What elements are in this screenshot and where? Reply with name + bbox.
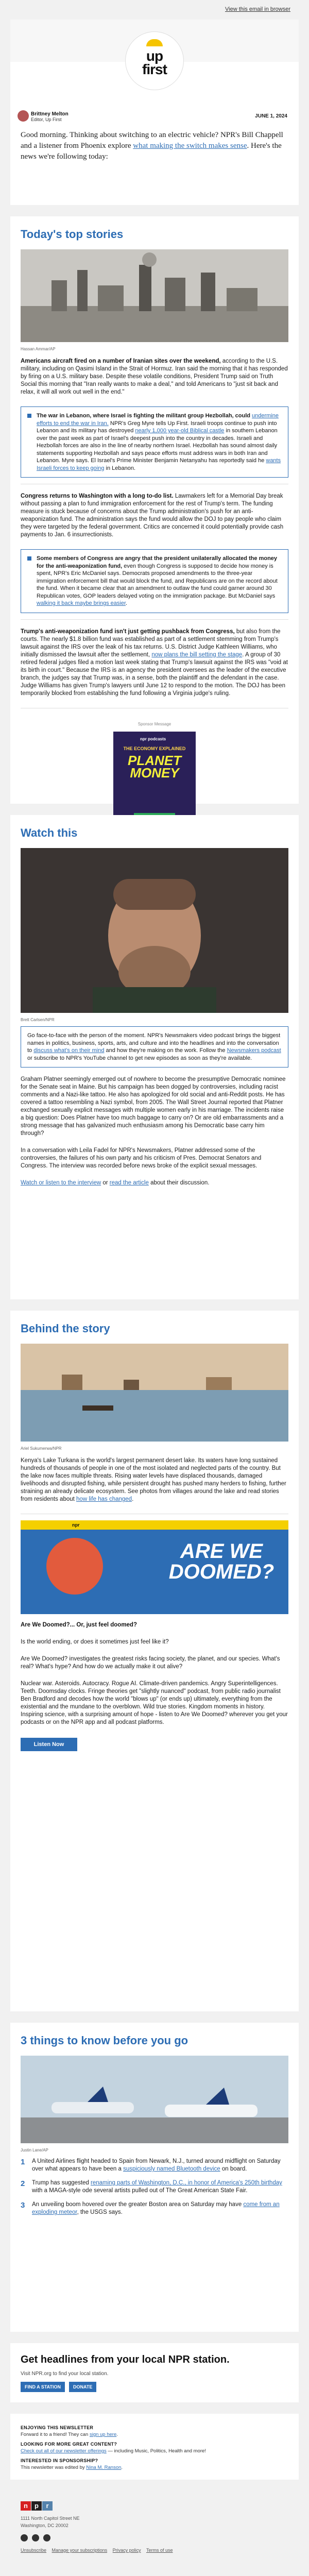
section-heading: 3 things to know before you go xyxy=(21,2034,188,2047)
callout-1: The war in Lebanon, where Israel is fighting the militant group Hezbollah, could undermine efforts to end the war in Iran. NPR's Greg Myre tells Up First. Israeli troops continue to push into Lebanon and its military has destroyed nearly 1,000 year-old Biblical castle in southern Lebanon over the past week as part of Israel's deepest push into the country in decades. Israeli and Hezbollah forces are also in the line of nearby northern Israel. Hezbollah has sound almost daily statements supporting Hezbollah and says peace efforts must address wars in both Iran and Lebanon. Myre says. El Israel's Prime Minister Benjamin Netanyahu has reportedly said he wants Israeli forces to keep going in Lebanon. xyxy=(21,406,288,478)
enjoy-heading-3: INTERESTED IN SPONSORSHIP? xyxy=(21,2458,98,2463)
watch-body-2: In a conversation with Leila Fadel for NPR's Newsmakers, Platner addressed some of the controversies, the failures of his own party and his criticism of Pres. Democrat Senators and Congress. The interview was recorded before news broke of the explicit sexual messages. xyxy=(21,1147,262,1169)
item-number: 2 xyxy=(21,2179,25,2188)
ad-kicker: THE ECONOMY EXPLAINED xyxy=(123,745,186,751)
enjoy-card xyxy=(10,2414,299,2480)
story-link[interactable]: now plans the bill setting the stage xyxy=(151,651,243,658)
instagram-icon[interactable] xyxy=(32,2534,39,2541)
view-online-link[interactable]: View this email in browser xyxy=(225,6,290,12)
npr-logo xyxy=(21,2501,288,2511)
enjoy-text-2: Check out all of our newsletter offerings — including Music, Politics, Health and more! xyxy=(21,2448,206,2454)
list-item: 2 Trump has suggested renaming parts of Washington, D.C., in honor of America's 250th birthday with a MAGA-style ode several artists pulled out of The Great American State Fair. xyxy=(21,2179,282,2194)
issue-date: JUNE 1, 2024 xyxy=(255,113,287,119)
section-heading: Behind the story xyxy=(21,1322,110,1335)
story-photo xyxy=(21,249,288,345)
list-item: 3 An unveiling boom hovered over the greater Boston area on Saturday may have come from an exploding meteor, the USGS says. xyxy=(21,2201,280,2215)
divider xyxy=(21,619,288,620)
portrait-photo xyxy=(21,848,288,1013)
section-heading: Watch this xyxy=(21,826,78,839)
facebook-icon[interactable] xyxy=(21,2534,28,2541)
sponsor-label: Sponsor Message xyxy=(138,721,171,726)
photo-credit: Brett Carlsen/NPR xyxy=(21,1018,55,1022)
watch-body-1: Graham Platner seemingly emerged out of nowhere to become the presumptive Democratic nominee for the Senate seat in Maine. But his campaign has been dogged by controversies, including racist comments and a Nazi-like tattoo. He also has apologized for old social and anti-Reddit posts. He has covered a tattoo resembling a Nazi symbol, from 2005. The Wall Street Journal reported that Platner exchanged sexually explicit messages with multiple women early in his marriage. The incidents raise a big question: Does Platner have too much baggage to carry on? Or are old embarrassments and a strong message that has galvanized much enthusiasm among his Democratic base carry him through? xyxy=(21,1076,286,1137)
behind-link[interactable]: how life has changed xyxy=(76,1496,132,1502)
unsubscribe-link[interactable]: Unsubscribe xyxy=(21,2548,47,2553)
watch-link[interactable]: discuss what's on their mind xyxy=(33,1047,105,1054)
local-heading: Get headlines from your local NPR station. xyxy=(21,2354,230,2365)
item-link[interactable]: come from an exploding meteor xyxy=(32,2201,280,2215)
local-station-card xyxy=(10,2343,299,2402)
callout-2: Some members of Congress are angry that the president unilaterally allocated the money for the anti-weaponization fund, even though Congress is supposed to decide how money is spent, NPR's Eric McDaniel says. Democrats proposed amendments to the three-year immigration enforcement bill that would block the fund, and Republicans are on the record about the fund. When it became clear that an amendment to outlaw the fund could garner around 30 Republican votes, GOP leaders delayed voting on the immigration package. But McDaniel says walking it back maybe brings easier. xyxy=(21,549,288,613)
byline xyxy=(31,111,68,122)
story-link[interactable]: nearly 1,000 year-old Biblical castle xyxy=(135,428,225,434)
story-link[interactable]: wants Israeli forces to keep going xyxy=(37,457,281,471)
intro-text: Good morning. Thinking about switching to an electric vehicle? NPR's Bill Chappell and a listener from Phoenix explore what making the switch makes sense. Here's the news we're following today: xyxy=(21,131,283,161)
ad-title: PLANET MONEY xyxy=(128,752,181,781)
footer xyxy=(10,2491,299,2564)
newsmaker-photo xyxy=(21,848,288,1015)
npr-logo-letter: p xyxy=(31,2501,42,2511)
banner-title: ARE WE DOOMED? xyxy=(168,1540,274,1583)
enjoy-text-1: Forward it to a friend! They can sign up here. xyxy=(21,2432,118,2437)
city-skyline-photo xyxy=(21,249,288,342)
topbar xyxy=(0,0,309,20)
up-first-logo xyxy=(126,32,183,90)
enjoy-heading-2: LOOKING FOR MORE GREAT CONTENT? xyxy=(21,2442,117,2447)
footer-links xyxy=(21,2547,288,2554)
author-role: Editor, Up First xyxy=(31,117,62,122)
read-article-link[interactable]: read the article xyxy=(109,1180,149,1186)
top-stories-card xyxy=(10,216,299,804)
local-sub: Visit NPR.org to find your local station. xyxy=(21,2371,109,2377)
donate-button[interactable]: DONATE xyxy=(69,2382,96,2392)
signup-link[interactable]: sign up here xyxy=(89,2432,117,2437)
privacy-policy-link[interactable]: Privacy policy xyxy=(112,2548,141,2553)
doom-p1: Is the world ending, or does it sometimes just feel like it? xyxy=(21,1639,169,1645)
behind-card xyxy=(10,1311,299,2011)
ad-brand: npr podcasts xyxy=(140,736,166,741)
newsmakers-promo: Go face-to-face with the person of the moment. NPR's Newsmakers video podcast brings the biggest names in politics, business, sports, arts, and culture and into the headlines and into the conversation to discuss what's on their mind and how they're making on the work. Follow the Newsmakers podcast or subscribe to NPR's YouTube channel to get new episodes as soon as they're available. xyxy=(21,1026,288,1067)
story-link[interactable]: walking it back maybe brings easier xyxy=(37,600,126,606)
things-card xyxy=(10,2023,299,2332)
intro-link[interactable]: what making the switch makes sense xyxy=(133,142,247,150)
enjoy-heading-1: ENJOYING THIS NEWSLETTER xyxy=(21,2425,94,2430)
plane-photo xyxy=(21,2056,288,2146)
photo-credit: Hassan Ammar/AP xyxy=(21,347,56,351)
watch-interview-link[interactable]: Watch or listen to the interview xyxy=(21,1180,101,1186)
story-link[interactable]: undermine efforts to end the war in Iran. xyxy=(37,413,279,427)
author-name: Brittney Melton xyxy=(31,111,68,117)
footer-address: 1111 North Capitol Street NE Washington, DC 20002 xyxy=(21,2516,80,2528)
npr-logo-letter: r xyxy=(42,2501,53,2511)
list-item: 1 A United Airlines flight headed to Spain from Newark, N.J., turned around midflight on Saturday over what appears to have been a suspiciously named Bluetooth device on board. xyxy=(21,2158,281,2172)
author-avatar xyxy=(18,110,29,122)
lake-photo xyxy=(21,1344,288,1444)
planet-money-ad[interactable] xyxy=(113,732,196,829)
x-icon[interactable] xyxy=(43,2534,50,2541)
section-heading: Today's top stories xyxy=(21,228,124,241)
local-buttons xyxy=(21,2382,288,2392)
story-3: Trump's anti-weaponization fund isn't just getting pushback from Congress, but also from the courts. The nearly $1.8 billion fund was established as part of a settlement stemming from Trump's lawsuit against the IRS over the leak of his tax returns. U.S. District Judge Kathleen Williams, who initially dismissed the lawsuit after the settlement, now plans the bill setting the stage. A group of 30 retired federal judges filed a motion last week stating that Trump's lawsuit against the IRS was "void at its birth in court." Because the IRS is an agency the president oversees as the leader of the executive branch, the judges say that Trump was, in a sense, both the plaintiff and the defendant in the case. Judge Williams has given Trump's lawyers until June 12 to respond to the motion. The DOJ has been temporarily blocked from establishing the fund following a Virginia judge's ruling. xyxy=(21,628,288,697)
doom-question: Are We Doomed?... Or, just feel doomed? xyxy=(21,1622,137,1628)
photo-credit: Ariel Sukumerwa/NPR xyxy=(21,1446,62,1451)
doom-p2: Are We Doomed? investigates the greatest risks facing society, the planet, and our species. What's real? What's hype? And how do we actually make it out alive? xyxy=(21,1656,280,1670)
editor-link[interactable]: Nina M. Ranson xyxy=(86,2465,122,2470)
find-station-button[interactable]: FIND A STATION xyxy=(21,2382,65,2392)
header-card xyxy=(10,20,299,205)
logo-line-2: first xyxy=(142,61,167,77)
sun-icon xyxy=(146,39,163,46)
item-link[interactable]: suspiciously named Bluetooth device xyxy=(123,2166,220,2172)
item-number: 1 xyxy=(21,2158,25,2166)
square-bullet-icon xyxy=(27,556,31,561)
social-links xyxy=(21,2534,288,2541)
banner-ribbon xyxy=(21,1520,288,1530)
newsletters-link[interactable]: Check out all of our newsletter offerings xyxy=(21,2448,107,2454)
item-link[interactable]: renaming parts of Washington, D.C., in honor of America's 250th birthday xyxy=(91,2180,282,2186)
story-2: Congress returns to Washington with a long to-do list. Lawmakers left for a Memorial Day break without passing a plan to fund immigration enforcement for the rest of Trump's term. The funding measure is stuck because of concerns about the Trump administration's push for an anti-weaponization fund. The administration says the fund would allow the DOJ to pay people who claim they were targeted by the federal government. Critics are concerned it could potentially provide cash payments to Jan. 6 insurrectionists. xyxy=(21,493,284,538)
listen-now-button[interactable]: Listen Now xyxy=(21,1738,77,1751)
doom-p3: Nuclear war. Asteroids. Autocracy. Rogue AI. Climate-driven pandemics. Angry Superintelligences. Teeth. Doomsday clocks. Fringe theories get "slightly nuanced" podcast, from public radio journalist Ben Bradford and decodes how the world "blows up" (or ends up) ultimately, everything from the existential and the mundane to the overblown. Wild true stories. Kingdom moments in history. Inspiring science, with a surprising amount of hope - listen to Are We Doomed? wherever you get your podcasts or on the NPR app and all podcast platforms. xyxy=(21,1681,288,1725)
manage-subscriptions-link[interactable]: Manage your subscriptions xyxy=(52,2548,108,2553)
watch-body-3: Watch or listen to the interview or read the article about their discussion. xyxy=(21,1180,210,1186)
npr-logo-letter: n xyxy=(21,2501,31,2511)
terms-link[interactable]: Terms of use xyxy=(146,2548,173,2553)
banner-brand: npr xyxy=(72,1522,80,1528)
square-bullet-icon xyxy=(27,414,31,418)
airplanes-photo xyxy=(21,2056,288,2143)
things-list xyxy=(10,2157,299,2227)
behind-body: Kenya's Lake Turkana is the world's largest permanent desert lake. Its waters have long sustained hundreds of thousands of people in one of the most isolated and neglected parts of the country. But the lake now faces multiple threats. Rising water levels have displaced thousands, damaged livelihoods and disrupted fishing, while persistent drought has pushed many herders to fishing, further straining an already delicate ecosystem. See photos from villages around the lake and read stories from residents about how life has changed. xyxy=(21,1458,286,1502)
are-we-doomed-banner[interactable] xyxy=(21,1520,288,1614)
newsmakers-link[interactable]: Newsmakers podcast xyxy=(227,1047,281,1054)
lake-turkana-photo xyxy=(21,1344,288,1442)
photo-credit: Justin Lane/AP xyxy=(21,2148,48,2153)
enjoy-text-3: This newsletter was edited by Nina M. Ranson. xyxy=(21,2465,123,2470)
globe-icon xyxy=(46,1538,103,1595)
watch-card xyxy=(10,815,299,1299)
logo-line-1: up xyxy=(146,48,163,64)
item-number: 3 xyxy=(21,2201,25,2210)
story-1: Americans aircraft fired on a number of Iranian sites over the weekend, according to the U.S. military, including on Qasimi Island in the Strait of Hormuz. Iran said the morning that it has responded by firing on a U.S. military base. Despite these volatile conditions, President Trump said on Truth Social this morning that "Iran really wants to make a deal," and told Americans to "just sit back and relax, it will all work out well in the end." xyxy=(21,358,288,395)
